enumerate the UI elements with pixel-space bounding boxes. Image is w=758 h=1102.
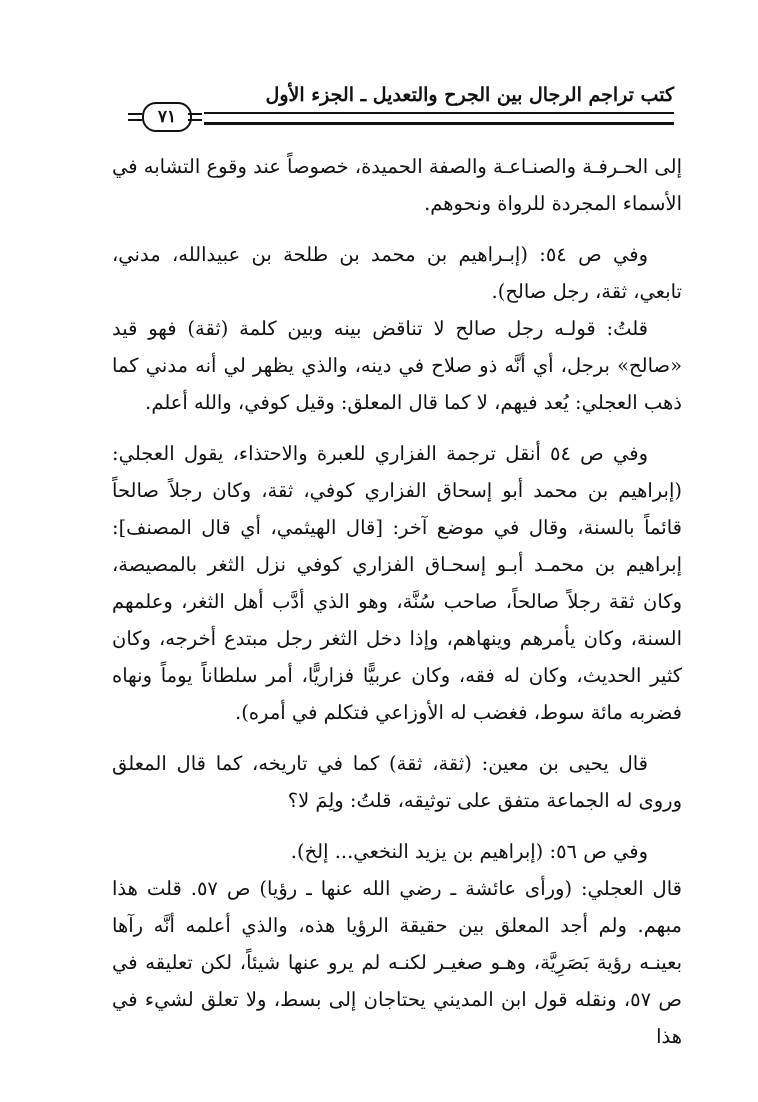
- paragraph-6: وفي ص ٥٦: (إبراهيم بن يزيد النخعي... إلخ).: [290, 840, 648, 863]
- paragraph-5: قال يحيى بن معين: (ثقة، ثقة) كما في تاريخه، كما قال المعلق وروى له الجماعة متفق على توثيقه، قلتُ: ولِمَ لا؟: [112, 752, 682, 812]
- paragraph-gap: [112, 421, 682, 435]
- page-number-line-left: [128, 113, 142, 121]
- paragraph-1: إلى الحـرفـة والصنـاعـة والصفة الحميدة، خصوصاً عند وقوع التشابه في الأسماء المجردة للرواة ونحوهم.: [112, 155, 682, 215]
- paragraph-3: قلتُ: قولـه رجل صالح لا تناقض بينه وبين كلمة (ثقة) فهو قيد «صالح» برجل، أي أنَّه ذو صلاح في دينه، والذي يظهر لي أنه مدني كما ذهب العجلي: يُعد فيهم، لا كما قال المعلق: وقيل كوفي، والله أعلم.: [112, 317, 682, 414]
- page-number: ٧١: [142, 102, 192, 132]
- paragraph-2: وفي ص ٥٤: (إبـراهيم بن محمد بن طلحة بن عبيدالله، مدني، تابعي، ثقة، رجل صالح).: [112, 243, 682, 303]
- page-header: [128, 80, 674, 126]
- paragraph-gap: [112, 731, 682, 745]
- paragraph-7: قال العجلي: (ورأى عائشة ـ رضي الله عنها ـ رؤيا) ص ٥٧. قلت هذا مبهم. ولم أجد المعلق بين حقيقة الرؤيا هذه، والذي أعلمه أنَّه رآها بعينـه رؤية بَصَرِيَّة، وهـو صغيـر لكنـه لم يرو عنها شيئاً، لكن تعليقه في ص ٥٧، ونقله قول ابن المديني يحتاجان إلى بسط، ولا تعلق لشيء في هذا: [112, 877, 682, 1048]
- paragraph-gap: [112, 819, 682, 833]
- running-title: كتب تراجم الرجال بين الجرح والتعديل ـ الجزء الأول: [265, 84, 674, 106]
- paragraph-4: وفي ص ٥٤ أنقل ترجمة الفزاري للعبرة والاحتذاء، يقول العجلي: (إبراهيم بن محمد أبو إسحاق الفزاري كوفي، ثقة، وكان رجلاً صالحاً قائماً بالسنة، وقال في موضع آخر: [قال الهيثمي، أي قال المصنف]: إبراهيم بن محمـد أبـو إسحـاق الفزاري كوفي نزل الثغر بالمصيصة، وكان ثقة رجلاً صالحاً، صاحب سُنَّة، وهو الذي أدَّب أهل الثغر، وعلمهم السنة، وكان يأمرهم وينهاهم، وإذا دخل الثغر رجل مبتدع أخرجه، وكان كثير الحديث، وكان له فقه، وكان عربيًّا فزاريًّا، أمر سلطاناً يوماً ونهاه فضربه مائة سوط، فغضب له الأوزاعي فتكلم في أمره).: [112, 442, 682, 724]
- paragraph-gap: [112, 222, 682, 236]
- page-number-ornament: [128, 102, 202, 130]
- header-double-rule: [204, 112, 674, 125]
- page-body: [112, 148, 682, 1055]
- page-number-line-right: [188, 113, 202, 121]
